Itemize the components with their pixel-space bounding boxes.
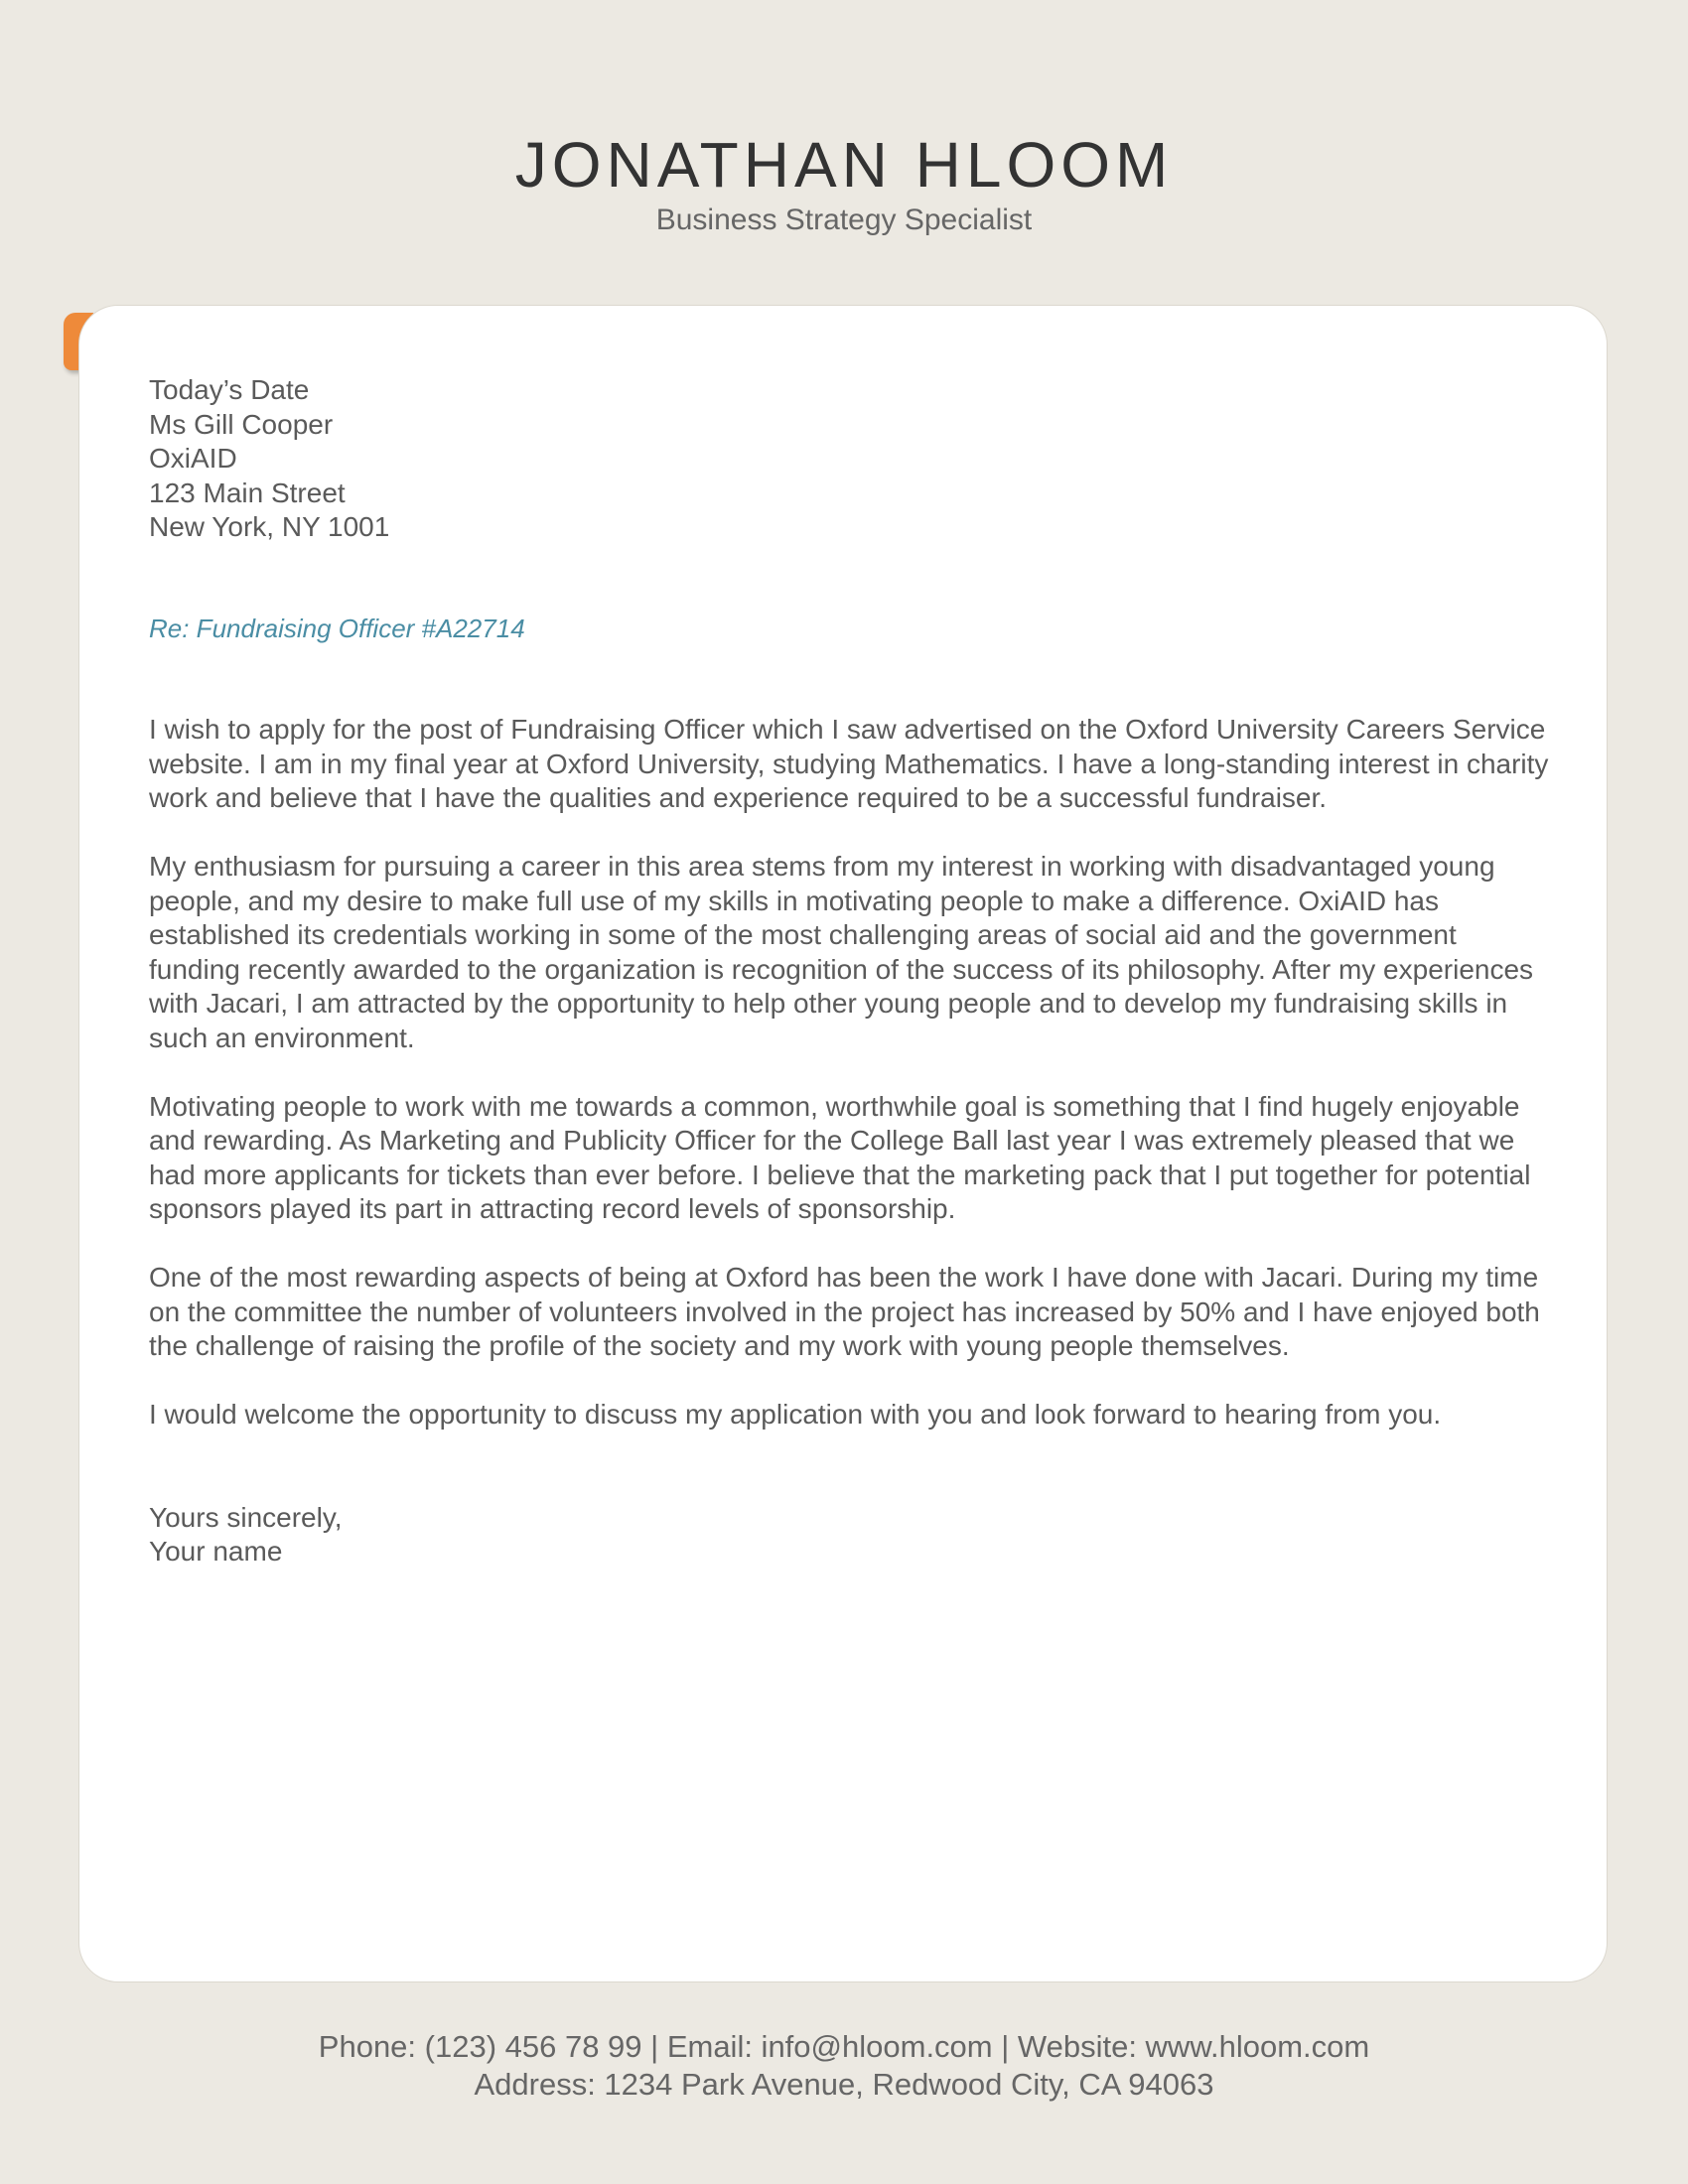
footer-address: Address: 1234 Park Avenue, Redwood City, CA 94063 xyxy=(474,2067,1214,2102)
footer-contact: Phone: (123) 456 78 99 | Email: info@hloom.com | Website: www.hloom.com xyxy=(318,2029,1370,2064)
body-paragraph: I wish to apply for the post of Fundraising Officer which I saw advertised on the Oxford University Careers Service website. I am in my final year at Oxford University, studying Mathematics. I have a long-standing interest in charity work and believe that I have the qualities and experience required to be a successful fundraiser. xyxy=(149,714,1549,813)
letter-closing xyxy=(149,1501,1549,1570)
letter-date: Today’s Date xyxy=(149,374,310,405)
letter-content xyxy=(149,373,1549,1570)
recipient-address xyxy=(149,373,1549,545)
applicant-title: Business Strategy Specialist xyxy=(655,204,1033,236)
closing-signature: Your name xyxy=(149,1536,283,1567)
body-paragraph: One of the most rewarding aspects of being at Oxford has been the work I have done with Jacari. During my time on the committee the number of volunteers involved in the project has increased by 50% and I have enjoyed both the challenge of raising the profile of the society and my work with young people themselves. xyxy=(149,1262,1540,1361)
body-paragraph: My enthusiasm for pursuing a career in this area stems from my interest in working with disadvantaged young people, and my desire to make full use of my skills in motivating people to make a difference. OxiAID has established its credentials working in some of the most challenging areas of social aid and the government funding recently awarded to the organization is recognition of the success of its philosophy. After my experiences with Jacari, I am attracted by the opportunity to help other young people and to develop my fundraising skills in such an environment. xyxy=(149,851,1534,1053)
applicant-name: JONATHAN HLOOM xyxy=(514,129,1174,201)
recipient-company: OxiAID xyxy=(149,443,237,474)
footer xyxy=(0,2028,1688,2104)
subject-line: Re: Fundraising Officer #A22714 xyxy=(149,613,525,643)
closing-salutation: Yours sincerely, xyxy=(149,1501,343,1533)
letter-body xyxy=(149,713,1549,1433)
recipient-city: New York, NY 1001 xyxy=(149,511,390,542)
body-paragraph: Motivating people to work with me towards a common, worthwhile goal is something that I find hugely enjoyable and rewarding. As Marketing and Publicity Officer for the College Ball last year I was extremely pleased that we had more applicants for tickets than ever before. I believe that the marketing pack that I put together for potential sponsors played its part in attracting record levels of sponsorship. xyxy=(149,1090,1531,1224)
body-paragraph: I would welcome the opportunity to discuss my application with you and look forward to hearing from you. xyxy=(149,1399,1442,1430)
recipient-street: 123 Main Street xyxy=(149,477,346,508)
letterhead xyxy=(0,129,1688,240)
recipient-name: Ms Gill Cooper xyxy=(149,408,334,440)
